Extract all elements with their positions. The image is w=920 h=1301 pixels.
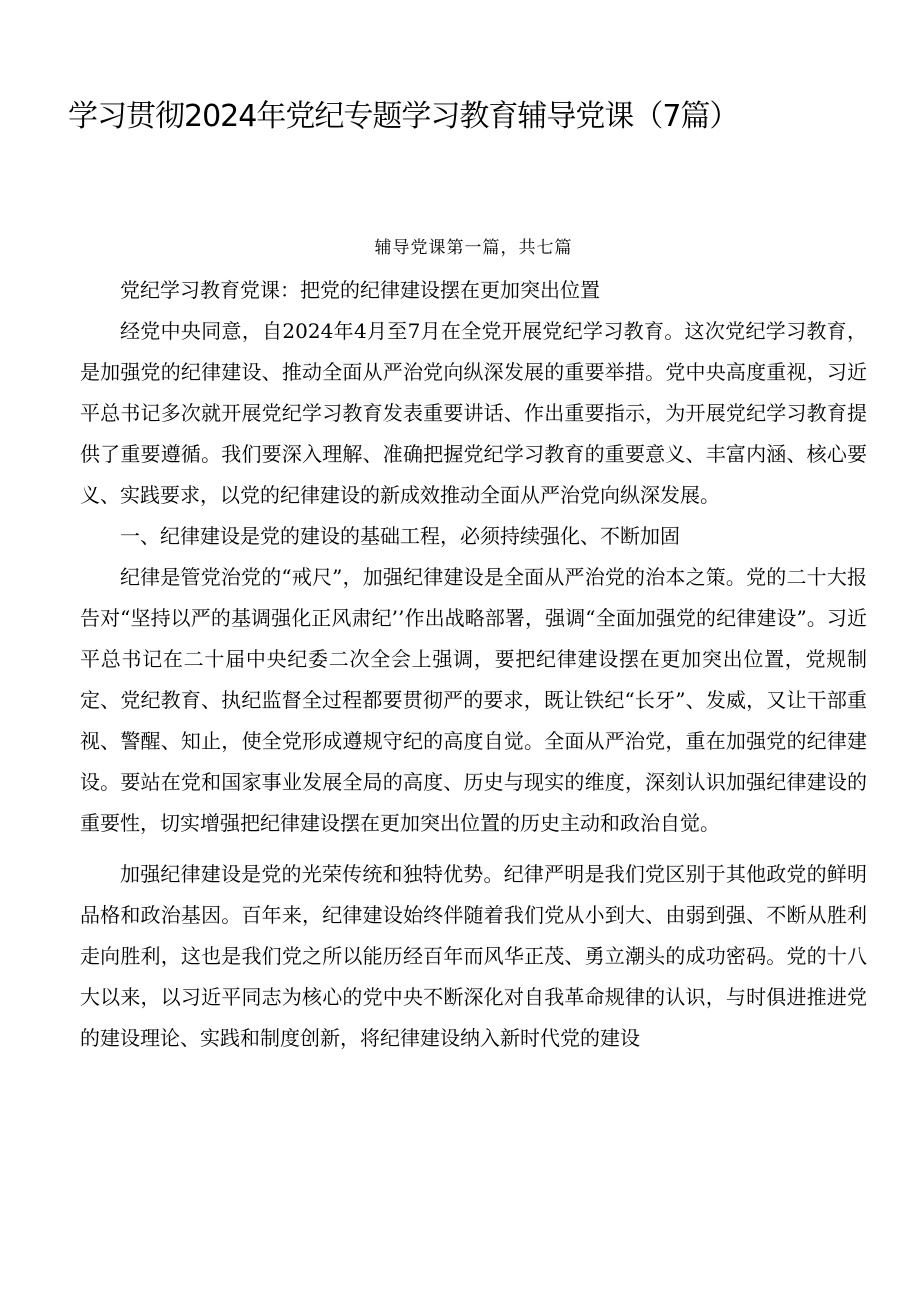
paragraph-discipline: 纪律是管党治党的“戒尺”，加强纪律建设是全面从严治党的治本之策。党的二十大报告对“坚持以严的基调强化正风肃纪’’作出战略部署，强调“全面加强党的纪律建设”。习近平总书记在二十届中央纪委二次全会上强调，要把纪律建设摆在更加突出位置，党规制定、党纪教育、执纪监督全过程都要贯彻严的要求，既让铁纪“长牙”、发威，又让干部重视、警醒、知止，使全党形成遵规守纪的高度自觉。全面从严治党，重在加强党的纪律建设。要站在党和国家事业发展全局的高度、历史与现实的维度，深刻认识加强纪律建设的重要性，切实增强把纪律建设摆在更加突出位置的历史主动和政治自觉。 — [80, 565, 867, 835]
lecture-subtitle: 党纪学习教育党课：把党的纪律建设摆在更加突出位置 — [120, 278, 600, 302]
section-label: 辅导党课第一篇，共七篇 — [374, 238, 573, 258]
section-heading-1: 一、纪律建设是党的建设的基础工程，必须持续强化、不断加固 — [120, 524, 680, 548]
paragraph-intro: 经党中央同意，自2024年4月至7月在全党开展党纪学习教育。这次党纪学习教育，是加强党的纪律建设、推动全面从严治党向纵深发展的重要举措。党中央高度重视，习近平总书记多次就开展党纪学习教育发表重要讲话、作出重要指示，为开展党纪学习教育提供了重要遵循。我们要深入理解、准确把握党纪学习教育的重要意义、丰富内涵、核心要义、实践要求，以党的纪律建设的新成效推动全面从严治党向纵深发展。 — [80, 319, 867, 507]
paragraph-tradition: 加强纪律建设是党的光荣传统和独特优势。纪律严明是我们党区别于其他政党的鲜明品格和政治基因。百年来，纪律建设始终伴随着我们党从小到大、由弱到强、不断从胜利走向胜利，这也是我们党之所以能历经百年而风华正茂、勇立潮头的成功密码。党的十八大以来，以习近平同志为核心的党中央不断深化对自我革命规律的认识，与时俱进推进党的建设理论、实践和制度创新，将纪律建设纳入新时代党的建设 — [80, 862, 867, 1050]
document-body — [80, 230, 867, 1059]
document-title: 学习贯彻2024年党纪专题学习教育辅导党课（7篇） — [68, 99, 739, 134]
